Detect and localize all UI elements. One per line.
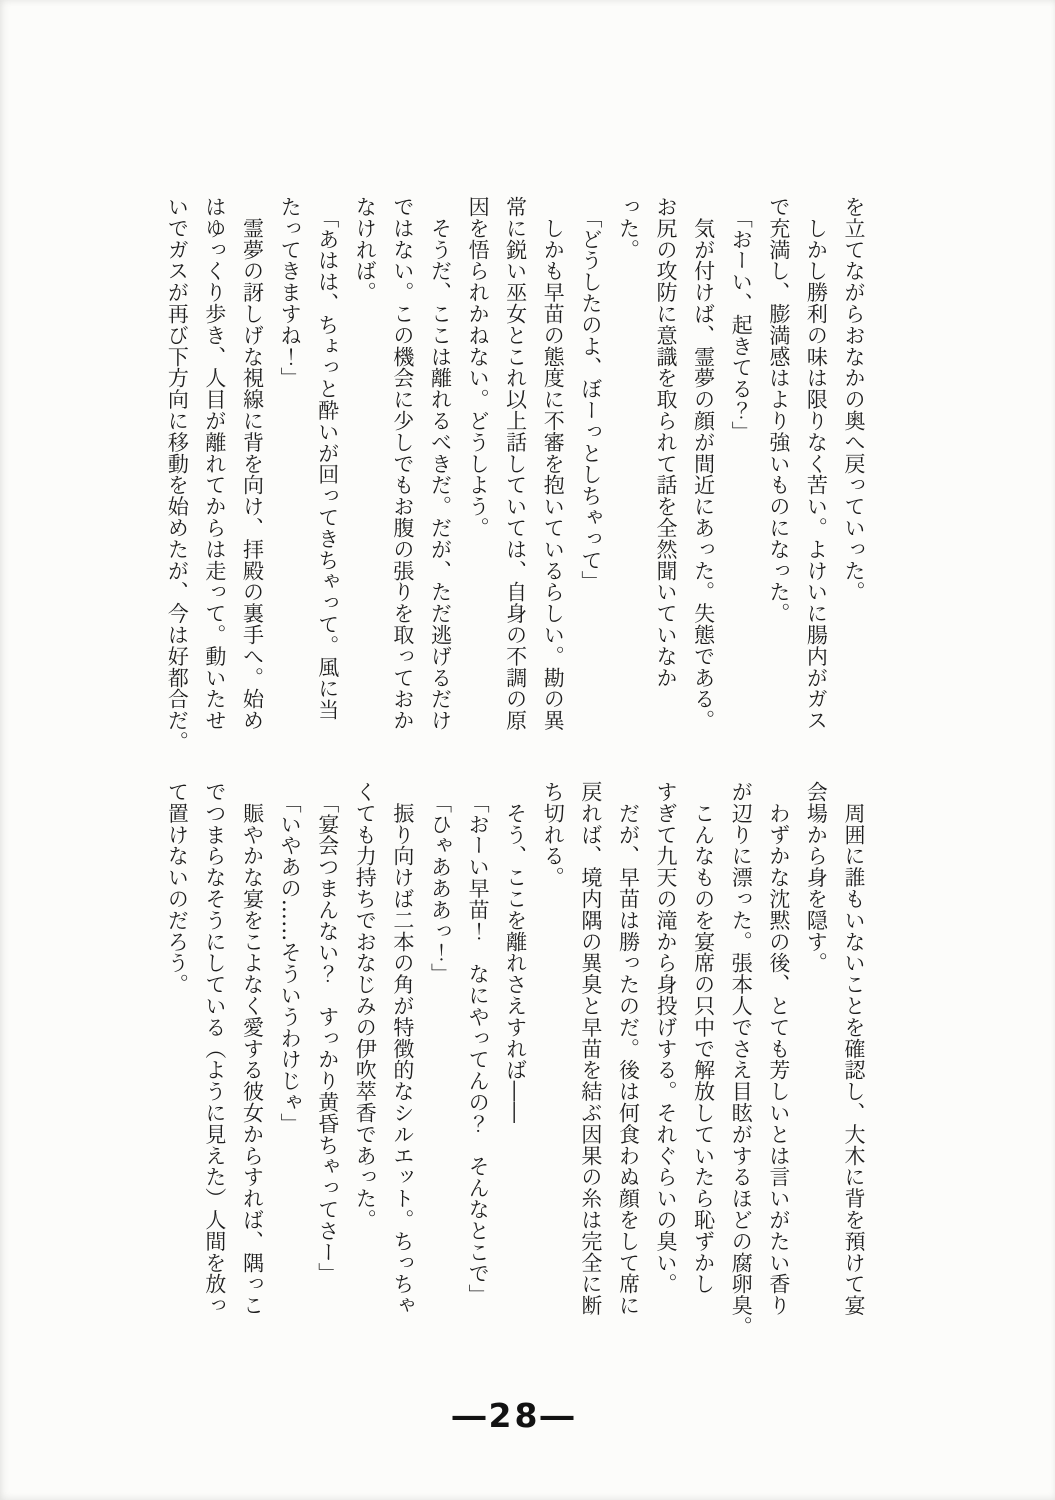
text-column: はゆっくり歩き、人目が離れてからは走って。動いたせ bbox=[202, 196, 227, 731]
text-column: だが、早苗は勝ったのだ。後は何食わぬ顔をして席に bbox=[616, 781, 641, 1316]
top-text-block bbox=[156, 196, 872, 758]
text-column: を立てながらおなかの奥へ戻っていった。 bbox=[842, 196, 866, 603]
text-column: すぎて九天の滝から身投げする。それぐらいの臭い。 bbox=[654, 781, 679, 1295]
text-column: 振り向けば二本の角が特徴的なシルエット。ちっちゃ bbox=[390, 781, 415, 1316]
text-column: いでガスが再び下方向に移動を始めたが、今は好都合だ。 bbox=[165, 196, 190, 753]
text-column: そうだ、ここは離れるべきだ。だが、ただ逃げるだけ bbox=[428, 196, 453, 731]
text-column: 賑やかな宴をこよなく愛する彼女からすれば、隅っこ bbox=[240, 781, 265, 1316]
text-column: が辺りに漂った。張本人でさえ目眩がするほどの腐卵臭。 bbox=[729, 781, 754, 1338]
text-column: こんなものを宴席の只中で解放していたら恥ずかし bbox=[691, 781, 716, 1295]
text-column: 「どうしたのよ、ぼーっとしちゃって」 bbox=[578, 196, 603, 593]
text-column: 戻れば、境内隅の異臭と早苗を結ぶ因果の糸は完全に断 bbox=[578, 781, 603, 1316]
text-column: 周囲に誰もいないことを確認し、大木に背を預けて宴 bbox=[842, 781, 866, 1316]
text-column: わずかな沈黙の後、とても芳しいとは言いがたい香り bbox=[766, 781, 791, 1316]
text-column: 気が付けば、霊夢の顔が間近にあった。失態である。 bbox=[691, 196, 716, 731]
text-column: なければ。 bbox=[353, 196, 378, 303]
text-column: 「おーい早苗！ なにやってんの？ そんなとこで」 bbox=[466, 781, 491, 1306]
text-column: そう、ここを離れさえすれば―― bbox=[503, 781, 528, 1124]
text-column: て置けないのだろう。 bbox=[165, 781, 190, 995]
text-column: ち切れる。 bbox=[541, 781, 566, 888]
text-column: 「おーい、起きてる？」 bbox=[729, 196, 754, 443]
text-column: でつまらなそうにしている（ように見えた）人間を放っ bbox=[202, 781, 227, 1316]
text-column: しかも早苗の態度に不審を抱いているらしい。勘の異 bbox=[541, 196, 566, 731]
text-column: 常に鋭い巫女とこれ以上話していては、自身の不調の原 bbox=[503, 196, 528, 731]
page-number: ―28― bbox=[452, 1396, 577, 1435]
text-column: お尻の攻防に意識を取られて話を全然聞いていなか bbox=[654, 196, 679, 689]
text-column: 霊夢の訝しげな視線に背を向け、拝殿の裏手へ。始め bbox=[240, 196, 265, 731]
text-column: くても力持ちでおなじみの伊吹萃香であった。 bbox=[353, 781, 378, 1231]
text-column: 会場から身を隠す。 bbox=[804, 781, 829, 974]
text-column: 「ひゃあああっ！」 bbox=[428, 781, 453, 985]
text-column: ではない。この機会に少しでもお腹の張りを取っておか bbox=[390, 196, 415, 731]
text-column: しかし勝利の味は限りなく苦い。よけいに腸内がガス bbox=[804, 196, 829, 731]
bottom-text-block bbox=[156, 781, 872, 1343]
text-column: で充満し、膨満感はより強いものになった。 bbox=[766, 196, 791, 624]
text-column: 因を悟られかねない。どうしよう。 bbox=[466, 196, 491, 539]
text-column: った。 bbox=[616, 196, 641, 261]
text-column: 「宴会つまんない？ すっかり黄昏ちゃってさー」 bbox=[315, 781, 340, 1285]
text-column: 「いやあの……そういうわけじゃ」 bbox=[278, 781, 303, 1135]
text-column: たってきますね！」 bbox=[278, 196, 303, 389]
text-column: 「あはは、ちょっと酔いが回ってきちゃって。風に当 bbox=[315, 196, 340, 721]
